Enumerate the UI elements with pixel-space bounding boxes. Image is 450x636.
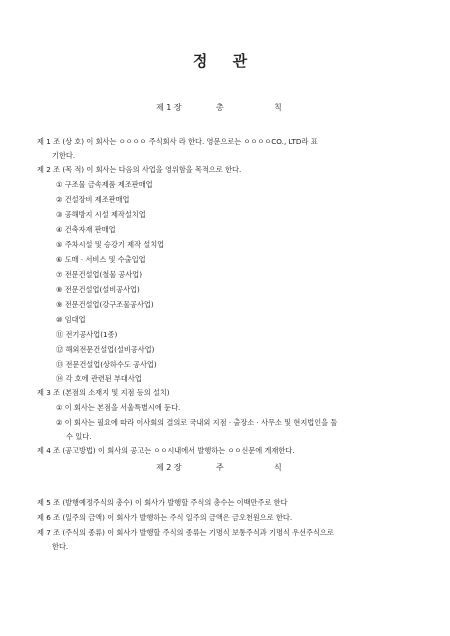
article-2-item: ① 구조물 금속제품 제조판매업: [56, 180, 153, 189]
chapter-1-heading: [0, 102, 450, 113]
article-2-item: ⑬ 전문건설업(상하수도 공사업): [56, 360, 157, 369]
article-2-item: ⑥ 도매 · 서비스 및 수출입업: [56, 255, 146, 264]
document-title: 정 관: [192, 52, 258, 70]
article-2-item: ⑦ 전문건설업(철물 공사업): [56, 270, 143, 279]
chapter-title-part: 주: [216, 463, 224, 472]
article-2-item: ② 건설장비 제조판매업: [56, 195, 130, 204]
article-4: 제 4 조 (공고방법) 이 회사의 공고는 ㅇㅇ시내에서 발행하는 ㅇㅇ신문에 게재한다.: [37, 446, 295, 455]
article-2-item: ⑪ 전기공사업(1종): [56, 330, 118, 339]
article-2-item: ⑧ 전문건설업(설비공사업): [56, 285, 140, 294]
chapter-title-part: 총: [216, 103, 224, 112]
article-7: 제 7 조 (주식의 종류) 이 회사가 발행할 주식의 종류는 기명식 보통주식과 기명식 우선주식으로: [37, 528, 334, 537]
chapter-number: 제 2 장: [156, 463, 182, 472]
article-2-item: ⑩ 임대업: [56, 315, 86, 324]
article-2-item: ⑤ 주차시설 및 승강기 제작 설치업: [56, 240, 165, 249]
article-5: 제 5 조 (발행예정주식의 총수) 이 회사가 발행할 주식의 총수는 이백만주로 한다: [37, 498, 288, 507]
article-2-item: ④ 건축자재 판매업: [56, 225, 116, 234]
chapter-2-heading: [0, 462, 450, 473]
article-3-item-continuation: 수 있다.: [66, 432, 92, 441]
article-2-item: ⑫ 해외전문건설업(설비공사업): [56, 345, 155, 354]
article-6: 제 6 조 (일주의 금액) 이 회사가 발행하는 주식 일주의 금액은 금오천원으로 한다.: [37, 513, 293, 522]
chapter-number: 제 1 장: [156, 103, 182, 112]
chapter-title-part: 식: [274, 463, 282, 472]
article-1-continuation: 기한다.: [52, 151, 76, 160]
article-2: 제 2 조 (목 적) 이 회사는 다음의 사업을 영위함을 목적으로 한다.: [37, 165, 242, 174]
article-3-item: ① 이 회사는 본점을 서울특별시에 둔다.: [56, 403, 181, 412]
chapter-title-part: 칙: [274, 103, 282, 112]
article-7-continuation: 한다.: [52, 542, 69, 551]
article-2-item: ⑨ 전문건설업(강구조물공사업): [56, 300, 154, 309]
article-2-item: ③ 공해방지 시설 제작설치업: [56, 210, 146, 219]
article-3: 제 3 조 (본점의 소재지 및 지점 등의 설치): [37, 388, 170, 397]
article-3-item: ② 이 회사는 필요에 따라 이사회의 결의로 국내외 지점 · 출장소 · 사무소 및 현지법인을 둘: [56, 418, 338, 427]
article-2-item: ⑭ 각 호에 관련된 부대사업: [56, 374, 142, 383]
article-1: 제 1 조 (상 호) 이 회사는 ㅇㅇㅇㅇ 주식회사 라 한다. 영문으로는 ㅇㅇㅇㅇCO., LTD라 표: [37, 137, 318, 146]
